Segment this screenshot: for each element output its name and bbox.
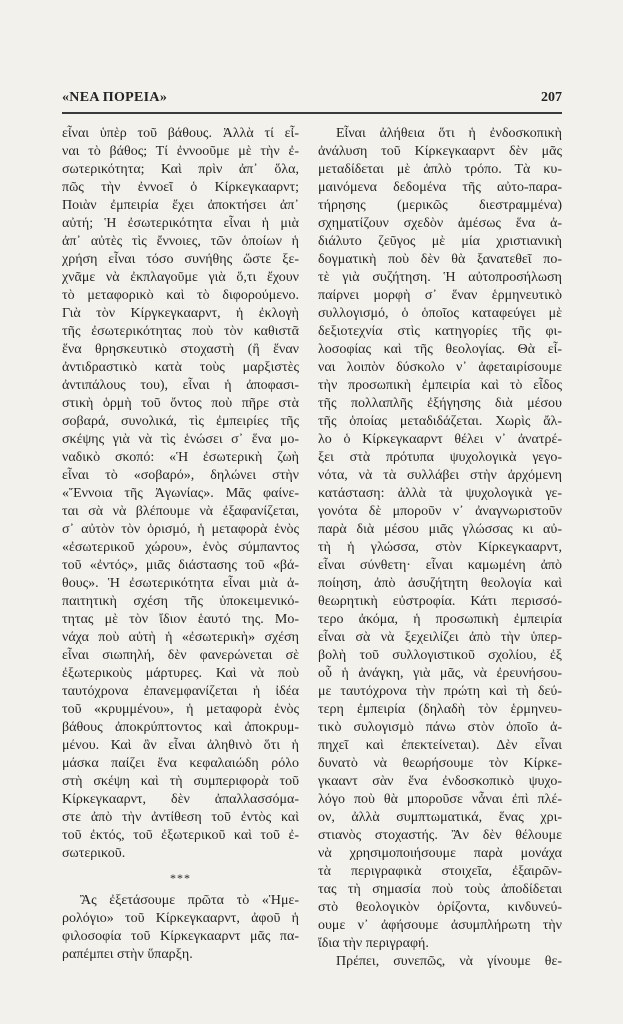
text-line: ταυτόχρονα ἐπανεμφανίζεται ἡ ἰδέα [62,684,299,699]
text-line: νὰ χρησιμοποιήσουμε παρὰ μονάχα [318,846,562,861]
text-line: εἶναι σιωπηλή, δὲν φανερώνεται σὲ [62,648,299,663]
text-line: λόγο ποὺ θὰ μποροῦσε νἆναι ἐπὶ πλέ- [318,792,562,807]
journal-title: «ΝΕΑ ΠΟΡΕΙΑ» [62,90,168,105]
text-line: στικὴ ὁρμὴ τοῦ ὄντος ποὺ πῆρε στὰ [62,396,299,411]
text-line: βολὴ τοῦ συλλογιστικοῦ σχολίου, ἐξ [318,648,562,663]
text-line: οὗ ἡ ἀνάγκη, γιὰ μᾶς, νὰ ἐρευνήσου- [318,666,562,681]
text-line: τῆς πολλαπλῆς ἐξήγησης διὰ μέσου [318,396,562,411]
running-header [62,90,562,114]
text-line: τας τὴ σημασία ποὺ τοὺς ἀποδίδεται [318,882,562,897]
text-line: Γιὰ τὸν Κίργκεγκααρντ, ἡ ἐκλογὴ [62,306,299,321]
text-line: ρολόγιο» τοῦ Κίρκεγκααρντ, ἀφοῦ ἡ [62,911,299,926]
text-line: τῆς ἐσωτερικότητας ποὺ τὸν καθιστᾶ [62,324,299,339]
text-line: θους». Ἡ ἐσωτερικότητα εἶναι μιὰ ἀ- [62,576,299,591]
text-line: τικὸ συλογισμὸ πάνω στὸν ὁποῖο ἀ- [318,720,562,735]
text-line: δεξιοτεχνία στὶς κατηγορίες τῆς φι- [318,324,562,339]
text-line: στὸ θεολογικὸν ὁρίζοντα, κινδυνεύ- [318,900,562,915]
text-line: τοῦ «κρυμμένου», ἡ μεταφορὰ ἑνὸς [62,702,299,717]
text-line: αὐτή; Ἡ ἐσωτερικότητα εἶναι ἡ μιὰ [62,216,299,231]
text-line: μαινόμενα δεδομένα τῆς αὐτο-παρα- [318,180,562,195]
text-line: δογματικὴ ποὺ δὲν θὰ ξανατεθεῖ πο- [318,252,562,267]
text-line: ἀνάλυση τοῦ Κίρκεγκααρντ δὲν μᾶς [318,144,562,159]
text-line: στιανὸς στοχαστής. Ἂν δὲν θέλουμε [318,828,562,843]
text-line: τητας μὲ τὸν ἴδιον ἑαυτό της. Μο- [62,612,299,627]
text-line: σχηματίζουν σχεδὸν ἀμέσως ἕνα ἀ- [318,216,562,231]
text-line: εἶναι ὑπὲρ τοῦ βάθους. Ἀλλὰ τί εἶ- [62,126,299,141]
text-line: τοῦ «ἐντός», μιᾶς διάστασης τοῦ «βά- [62,558,299,573]
text-line: χρήση εἶναι τόσο συνήθης ὥστε ξε- [62,252,299,267]
text-line: τὲ γιὰ συζήτηση. Ἡ αὐτοπροσήλωση [318,270,562,285]
text-line: ἕνα θρησκευτικὸ στοχαστὴ (ἢ ἕναν [62,342,299,357]
text-line: ται σὰ νὰ βλέπουμε νὰ ἐξαφανίζεται, [62,504,299,519]
text-line: χνᾶμε νὰ ἐκπλαγοῦμε γιὰ ὅ,τι ἔχουν [62,270,299,285]
text-line: ποίηση, ἀπὸ ἀσυζήτητη θεολογία καὶ [318,576,562,591]
text-line: πηχεῖ καὶ ἐπεκτείνεται). Δὲν εἶναι [318,738,562,753]
text-line: σωτερικότητα; Καὶ πρὶν ἀπ᾽ ὅλα, [62,162,299,177]
text-line: ἀπ᾽ αὐτὲς τὶς ἔννοιες, τῶν ὁποίων ἡ [62,234,299,249]
text-line: εἶναι σὰ νὰ ξεχειλίζει ἀπὸ τὴν ὑπερ- [318,630,562,645]
text-line: βάθους ἀποκρύπτοντος καὶ ἀποκρυμ- [62,720,299,735]
text-line: Πρέπει, συνεπῶς, νὰ γίνουμε θε- [336,954,562,969]
text-line: κατάσταση: ἀλλὰ τὰ ψυχολογικὰ γε- [318,486,562,501]
text-line: μένου. Καὶ ἂν εἶναι ἀληθινὸ ὅτι ἡ [62,738,299,753]
text-line: ον, ἀλλὰ συμπτωματικά, ἕνας χρι- [318,810,562,825]
text-line: λοσοφίας καὶ τῆς θεολογίας. Θὰ εἶ- [318,342,562,357]
text-line: συλλογισμό, ὁ ὁποῖος καταφεύγει μὲ [318,306,562,321]
text-line: ναι τὸ βάθος; Τί ἐννοοῦμε μὲ τὴν ἐ- [62,144,299,159]
text-line: παιτητικὴ σχέση τῆς ὑποκειμενικό- [62,594,299,609]
text-line: τῆς ὁποίας μεταδιδάζεται. Χωρὶς ἄλ- [318,414,562,429]
text-line: στε ἀπὸ τὴν ἀντίθεση τοῦ ἐντὸς καὶ [62,810,299,825]
text-line: σ᾽ αὐτὸν τὸν ὁρισμό, ἡ μεταφορὰ ἑνὸς [62,522,299,537]
text-line: γκααντ σὰν ἕνα ἐνδοσκοπικὸ ψυχο- [318,774,562,789]
text-line: θεωρητικὴ εὐστροφία. Κάτι περισσό- [318,594,562,609]
text-line: τήρησης (μερικῶς διεστραμμένα) [318,198,562,213]
text-line: εἶναι τὸ «σοβαρό», δηλώνει στὴν [62,468,299,483]
text-line: Κίρκεγκααρντ, δὲν ἀπαλλασσόμα- [62,792,299,807]
text-line: σοβαρά, συνολικά, τὶς ἐμπειρίες τῆς [62,414,299,429]
text-line: μάσκα παίζει ἕνα κεφαλαιώδη ρόλο [62,756,299,771]
text-line: τὴν προσωπικὴ ἐμπειρία καὶ τὸ εἶδος [318,378,562,393]
page-number: 207 [541,90,562,105]
text-line: παίρνει μορφὴ σ᾽ ἕναν ἑρμηνευτικὸ [318,288,562,303]
text-line: ουμε ν᾽ ἀφήσουμε ἀσυμπλήρωτη τὴν [318,918,562,933]
text-line: λο ὁ Κίρκεγκααρντ θέλει ν᾽ ἀνατρέ- [318,432,562,447]
text-line: νάχα ποὺ αὐτὴ ἡ «ἐσωτερικὴ» σχέση [62,630,299,645]
text-line: στὴ σκέψη καὶ τὴ συμπεριφορὰ τοῦ [62,774,299,789]
text-line: σωτερικοῦ. [62,846,126,861]
text-line: ναι λοιπὸν δύσκολο ν᾽ ἀφεταιρίσουμε [318,360,562,375]
text-line: «Ἔννοια τῆς Ἀγωνίας». Μᾶς φαίνε- [62,486,299,501]
text-line: τὴ ἡ γλώσσα, στὸν Κίρκεγκααρντ, [318,540,562,555]
text-line: ξει στὰ πρότυπα ψυχολογικὰ γεγο- [318,450,562,465]
text-line: δυνατὸ νὰ θεωρήσουμε τὸν Κίρκε- [318,756,562,771]
text-line: τὸ μεταφορικὸ καὶ τὸ διφορούμενο. [62,288,299,303]
section-separator: *** [170,871,191,885]
left-column [62,125,299,964]
text-line: τοῦ ἐκτός, τοῦ ἐξωτερικοῦ καὶ τοῦ ἐ- [62,828,299,843]
text-line: γονότα δὲ μποροῦν ν᾽ ἀναγνωριστοῦν [318,504,562,519]
text-line: ναδικὸ σκοπό: «Ἡ ἐσωτερικὴ ζωὴ [62,450,299,465]
text-line: πῶς τὴν ἐννοεῖ ὁ Κίρκεγκααρντ; [62,180,299,195]
text-line: ἀντιπάλους του), εἶναι ἡ ἀποφασι- [62,378,299,393]
text-line: τὰ περιγραφικὰ στοιχεῖα, ἐξαιρῶν- [318,864,562,879]
text-line: ραπέμπει στὴν ὕπαρξη. [62,947,193,962]
text-line: ἀντιδραστικὸ κατὰ τοὺς μαρξιστὲς [62,360,299,375]
text-line: Εἶναι ἀλήθεια ὅτι ἡ ἐνδοσκοπικὴ [336,126,562,141]
text-line: με ταυτόχρονα τὴν πρώτη καὶ τὴ δεύ- [318,684,562,699]
text-line: παρὰ διὰ μέσου μιᾶς γλώσσας κι αὐ- [318,522,562,537]
text-line: νότα, νὰ τὰ συλλάβει στὴν ἀρχόμενη [318,468,562,483]
text-line: σκέψης γιὰ νὰ τὶς ἑνώσει σ᾽ ἕνα μο- [62,432,299,447]
right-column [318,125,562,971]
text-line: τερο ἀκόμα, ἡ προσωπικὴ ἐμπειρία [318,612,562,627]
text-line: ἐξωτερικοὺς μάρτυρες. Καὶ νὰ ποὺ [62,666,299,681]
text-line: φιλοσοφία τοῦ Κίρκεγκααρντ μᾶς πα- [62,929,299,944]
text-line: «ἐσωτερικοῦ χώρου», ἑνὸς σύμπαντος [62,540,299,555]
text-line: διάλυτο ζεῦγος μὲ μία χριστιανικὴ [318,234,562,249]
text-line: ἴδια τὴν περιγραφή. [318,936,429,951]
text-line: μεταδίδεται μὲ ἁπλὸ τρόπο. Τὰ κυ- [318,162,562,177]
text-line: εἶναι σύνθετη· εἶναι καμωμένη ἀπὸ [318,558,562,573]
text-line: Ποιὰν ἐμπειρία ἔχει ἀποκτήσει ἀπ᾽ [62,198,299,213]
text-line: Ἂς ἐξετάσουμε πρῶτα τὸ «Ἡμε- [80,893,299,908]
text-line: τερη ἐμπειρία (δηλαδὴ τὸν ἑρμηνευ- [318,702,562,717]
